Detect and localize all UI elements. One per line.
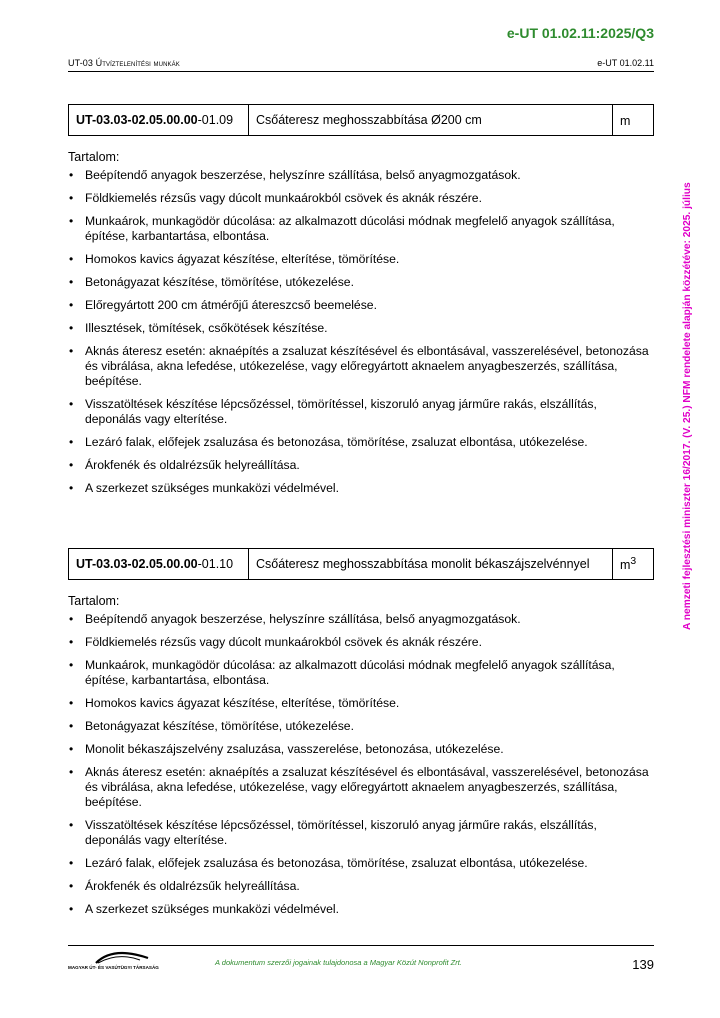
list-item: • Aknás áteresz esetén: aknaépítés a zsaluzat készítésével és elbontásával, vasszerelésével, betonozása és vibrálása, akna lefedése, utókezelése, vagy előregyártott aknaelem anyagbeszerzés, szállítása, beépítése. xyxy=(68,765,654,810)
item-code: UT-03.03-02.05.00.00 xyxy=(76,557,198,571)
list-item: • A szerkezet szükséges munkaközi védelmével. xyxy=(68,481,654,496)
organization-logo xyxy=(68,948,178,970)
list-item: • Visszatöltések készítése lépcsőzéssel, tömörítéssel, kiszoruló anyag járműre rakás, elszállítás, deponálás vagy elterítése. xyxy=(68,818,654,848)
item-unit: m xyxy=(620,114,631,129)
footer-divider xyxy=(68,945,654,946)
road-arc-icon xyxy=(68,948,178,964)
list-item: • Betonágyazat készítése, tömörítése, utókezelése. xyxy=(68,275,654,290)
list-item: • Visszatöltések készítése lépcsőzéssel, tömörítéssel, kiszoruló anyag járműre rakás, elszállítás, deponálás vagy elterítése. xyxy=(68,397,654,427)
list-item: • Árokfenék és oldalrézsűk helyreállítása. xyxy=(68,879,654,894)
content-list xyxy=(68,168,654,496)
work-item-header-table xyxy=(68,104,654,136)
work-item-header-table xyxy=(68,548,654,580)
list-item: • Homokos kavics ágyazat készítése, elterítése, tömörítése. xyxy=(68,252,654,267)
item-unit-sup: 3 xyxy=(630,555,637,567)
list-item: • Földkiemelés rézsűs vagy dúcolt munkaárokból csövek és aknák részére. xyxy=(68,635,654,650)
list-item: • Beépítendő anyagok beszerzése, helyszínre szállítása, belső anyagmozgatások. xyxy=(68,612,654,627)
list-item: • Földkiemelés rézsűs vagy dúcolt munkaárokból csövek és aknák részére. xyxy=(68,191,654,206)
content-label: Tartalom: xyxy=(68,150,120,164)
list-item: • Munkaárok, munkagödör dúcolása: az alkalmazott dúcolási módnak megfelelő anyagok szállítása, építése, karbantartása, elbontása. xyxy=(68,214,654,244)
document-code: e-UT 01.02.11:2025/Q3 xyxy=(506,25,654,41)
logo-text: MAGYAR ÚT- ÉS VASÚTÜGYI TÁRSASÁG xyxy=(68,965,159,970)
list-item: • A szerkezet szükséges munkaközi védelmével. xyxy=(68,902,654,917)
item-unit: m xyxy=(620,558,631,573)
content-label: Tartalom: xyxy=(68,594,120,608)
list-item: • Betonágyazat készítése, tömörítése, utókezelése. xyxy=(68,719,654,734)
publication-note: A nemzeti fejlesztési miniszter 16/2017. (V. 25.) NFM rendelete alapján közzétéve: 2025. július xyxy=(682,182,693,630)
item-code-cell xyxy=(69,549,249,580)
list-item: • Illesztések, tömítések, csőkötések készítése. xyxy=(68,321,654,336)
list-item: • Aknás áteresz esetén: aknaépítés a zsaluzat készítésével és elbontásával, vasszerelésével, betonozása és vibrálása, akna lefedése, utókezelése, vagy előregyártott aknaelem anyagbeszerzés, szállítása, beépítése. xyxy=(68,344,654,389)
item-unit-cell xyxy=(613,105,654,136)
page-number: 139 xyxy=(632,957,654,972)
item-title: Csőáteresz meghosszabbítása Ø200 cm xyxy=(249,105,613,136)
list-item: • Előregyártott 200 cm átmérőjű átereszcső beemelése. xyxy=(68,298,654,313)
list-item: • Monolit békaszájszelvény zsaluzása, vasszerelése, betonozása, utókezelése. xyxy=(68,742,654,757)
work-item-section xyxy=(68,104,654,504)
content-list xyxy=(68,612,654,917)
work-item-section xyxy=(68,548,654,925)
standard-id: e-UT 01.02.11 xyxy=(597,58,654,68)
list-item: • Munkaárok, munkagödör dúcolása: az alkalmazott dúcolási módnak megfelelő anyagok szállítása, építése, karbantartása, elbontása. xyxy=(68,658,654,688)
item-code-cell xyxy=(69,105,249,136)
chapter-title: UT-03 Útvíztelenítési munkák xyxy=(68,58,180,68)
item-code-suffix: -01.09 xyxy=(197,113,234,127)
list-item: • Lezáró falak, előfejek zsaluzása és betonozása, tömörítése, zsaluzat elbontása, utókezelése. xyxy=(68,856,654,871)
item-code-suffix: -01.10 xyxy=(197,557,234,571)
item-title: Csőáteresz meghosszabbítása monolit békaszájszelvénnyel xyxy=(249,549,613,580)
item-unit-cell xyxy=(613,549,654,580)
list-item: • Beépítendő anyagok beszerzése, helyszínre szállítása, belső anyagmozgatások. xyxy=(68,168,654,183)
list-item: • Árokfenék és oldalrézsűk helyreállítása. xyxy=(68,458,654,473)
list-item: • Homokos kavics ágyazat készítése, elterítése, tömörítése. xyxy=(68,696,654,711)
copyright-notice: A dokumentum szerzői jogainak tulajdonosa a Magyar Közút Nonprofit Zrt. xyxy=(215,958,462,967)
running-header xyxy=(68,58,654,72)
list-item: • Lezáró falak, előfejek zsaluzása és betonozása, tömörítése, zsaluzat elbontása, utókezelése. xyxy=(68,435,654,450)
item-code: UT-03.03-02.05.00.00 xyxy=(76,113,198,127)
